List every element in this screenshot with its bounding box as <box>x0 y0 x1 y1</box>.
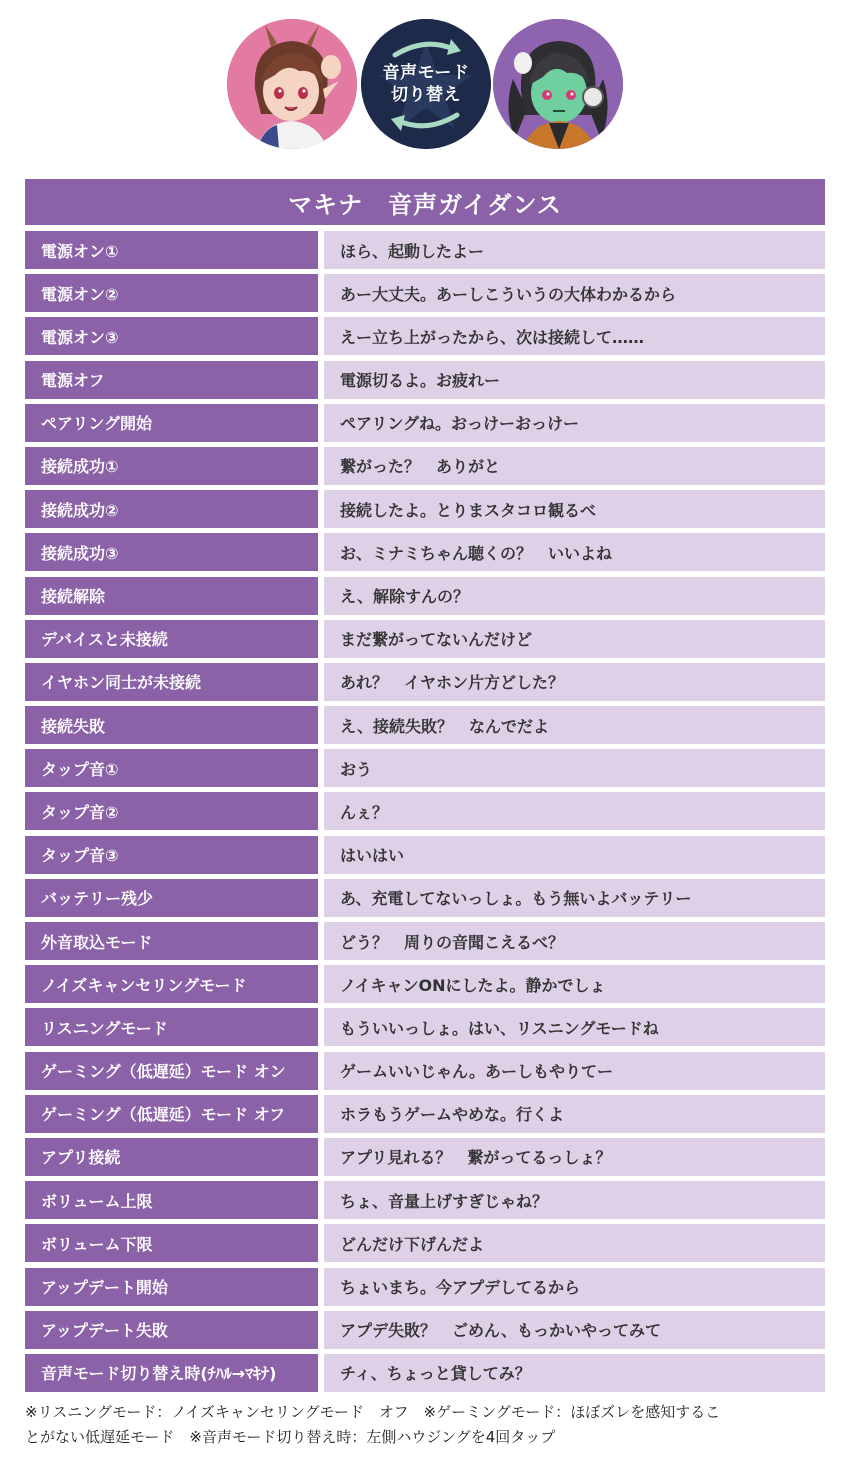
table-title: マキナ 音声ガイダンス <box>25 179 825 225</box>
row-voice-line: チィ、ちょっと貸してみ？ <box>324 1354 825 1392</box>
row-voice-line: どんだけ下げんだよ <box>324 1224 825 1262</box>
row-voice-line: え、解除すんの？ <box>324 577 825 615</box>
row-event-label: タップ音① <box>25 749 318 787</box>
row-event-label: イヤホン同士が未接続 <box>25 663 318 701</box>
character-portrait-right <box>493 19 623 149</box>
row-voice-line: アプリ見れる？ 繋がってるっしょ？ <box>324 1138 825 1176</box>
row-event-label: タップ音② <box>25 792 318 830</box>
table-row <box>25 1311 825 1349</box>
table-row <box>25 879 825 917</box>
row-event-label: 外音取込モード <box>25 922 318 960</box>
table-row <box>25 1008 825 1046</box>
mode-switch-line1: 音声モード <box>382 63 470 83</box>
row-event-label: 電源オフ <box>25 361 318 399</box>
table-row <box>25 1095 825 1133</box>
table-row <box>25 404 825 442</box>
row-event-label: 電源オン③ <box>25 317 318 355</box>
voice-guidance-table <box>25 179 825 1397</box>
row-voice-line: え、接続失敗？ なんでだよ <box>324 706 825 744</box>
row-voice-line: ほら、起動したよー <box>324 231 825 269</box>
row-event-label: 接続成功③ <box>25 533 318 571</box>
mode-switch-label <box>361 19 491 149</box>
row-voice-line: ちょ、音量上げすぎじゃね？ <box>324 1181 825 1219</box>
row-event-label: バッテリー残少 <box>25 879 318 917</box>
row-event-label: アップデート開始 <box>25 1268 318 1306</box>
row-voice-line: アプデ失敗？ ごめん、もっかいやってみて <box>324 1311 825 1349</box>
table-row <box>25 1181 825 1219</box>
row-voice-line: 接続したよ。とりまスタコロ観るべ <box>324 490 825 528</box>
mode-switch-icon <box>361 19 491 149</box>
table-row <box>25 620 825 658</box>
table-row <box>25 836 825 874</box>
table-row <box>25 1354 825 1392</box>
table-row <box>25 792 825 830</box>
row-voice-line: えー立ち上がったから、次は接続して…… <box>324 317 825 355</box>
row-event-label: 電源オン② <box>25 274 318 312</box>
table-row <box>25 1224 825 1262</box>
row-event-label: タップ音③ <box>25 836 318 874</box>
table-row <box>25 706 825 744</box>
row-voice-line: あー大丈夫。あーしこういうの大体わかるから <box>324 274 825 312</box>
footnote-line1: ※リスニングモード：ノイズキャンセリングモード オフ ※ゲーミングモード：ほぼズレを感知するこ <box>25 1403 721 1421</box>
row-voice-line: んぇ？ <box>324 792 825 830</box>
row-voice-line: はいはい <box>324 836 825 874</box>
row-event-label: 接続成功① <box>25 447 318 485</box>
row-voice-line: おう <box>324 749 825 787</box>
row-event-label: リスニングモード <box>25 1008 318 1046</box>
mode-switch-line2: 切り替え <box>391 85 461 105</box>
table-row <box>25 663 825 701</box>
table-row <box>25 1052 825 1090</box>
row-event-label: ボリューム下限 <box>25 1224 318 1262</box>
footnote <box>25 1400 825 1450</box>
row-event-label: 電源オン① <box>25 231 318 269</box>
footnote-line2: とがない低遅延モード ※音声モード切り替え時：左側ハウジングを4回タップ <box>25 1428 556 1446</box>
table-row <box>25 361 825 399</box>
row-voice-line: まだ繋がってないんだけど <box>324 620 825 658</box>
table-row <box>25 490 825 528</box>
row-event-label: ボリューム上限 <box>25 1181 318 1219</box>
row-voice-line: お、ミナミちゃん聴くの？ いいよね <box>324 533 825 571</box>
row-event-label: 接続失敗 <box>25 706 318 744</box>
row-voice-line: あ、充電してないっしょ。もう無いよバッテリー <box>324 879 825 917</box>
row-event-label: ゲーミング（低遅延）モード オン <box>25 1052 318 1090</box>
table-rows <box>25 231 825 1397</box>
row-event-label: 接続成功② <box>25 490 318 528</box>
row-event-label: ノイズキャンセリングモード <box>25 965 318 1003</box>
row-event-label: 音声モード切り替え時(ﾁﾊﾙ→ﾏｷﾅ) <box>25 1354 318 1392</box>
row-voice-line: ちょいまち。今アプデしてるから <box>324 1268 825 1306</box>
table-row <box>25 533 825 571</box>
row-event-label: ペアリング開始 <box>25 404 318 442</box>
table-row <box>25 965 825 1003</box>
row-event-label: アプリ接続 <box>25 1138 318 1176</box>
row-voice-line: どう？ 周りの音聞こえるべ？ <box>324 922 825 960</box>
row-voice-line: もういいっしょ。はい、リスニングモードね <box>324 1008 825 1046</box>
row-voice-line: ゲームいいじゃん。あーしもやりてー <box>324 1052 825 1090</box>
row-event-label: デバイスと未接続 <box>25 620 318 658</box>
row-event-label: アップデート失敗 <box>25 1311 318 1349</box>
table-row <box>25 577 825 615</box>
row-event-label: 接続解除 <box>25 577 318 615</box>
table-row <box>25 447 825 485</box>
row-voice-line: あれ？ イヤホン片方どした？ <box>324 663 825 701</box>
table-row <box>25 1268 825 1306</box>
row-voice-line: ペアリングね。おっけーおっけー <box>324 404 825 442</box>
row-voice-line: ホラもうゲームやめな。行くよ <box>324 1095 825 1133</box>
row-voice-line: ノイキャンONにしたよ。静かでしょ <box>324 965 825 1003</box>
table-row <box>25 274 825 312</box>
table-row <box>25 922 825 960</box>
table-row <box>25 231 825 269</box>
header <box>0 0 850 175</box>
row-voice-line: 繋がった？ ありがと <box>324 447 825 485</box>
table-row <box>25 749 825 787</box>
table-row <box>25 1138 825 1176</box>
character-portrait-left <box>227 19 357 149</box>
row-voice-line: 電源切るよ。お疲れー <box>324 361 825 399</box>
row-event-label: ゲーミング（低遅延）モード オフ <box>25 1095 318 1133</box>
table-row <box>25 317 825 355</box>
